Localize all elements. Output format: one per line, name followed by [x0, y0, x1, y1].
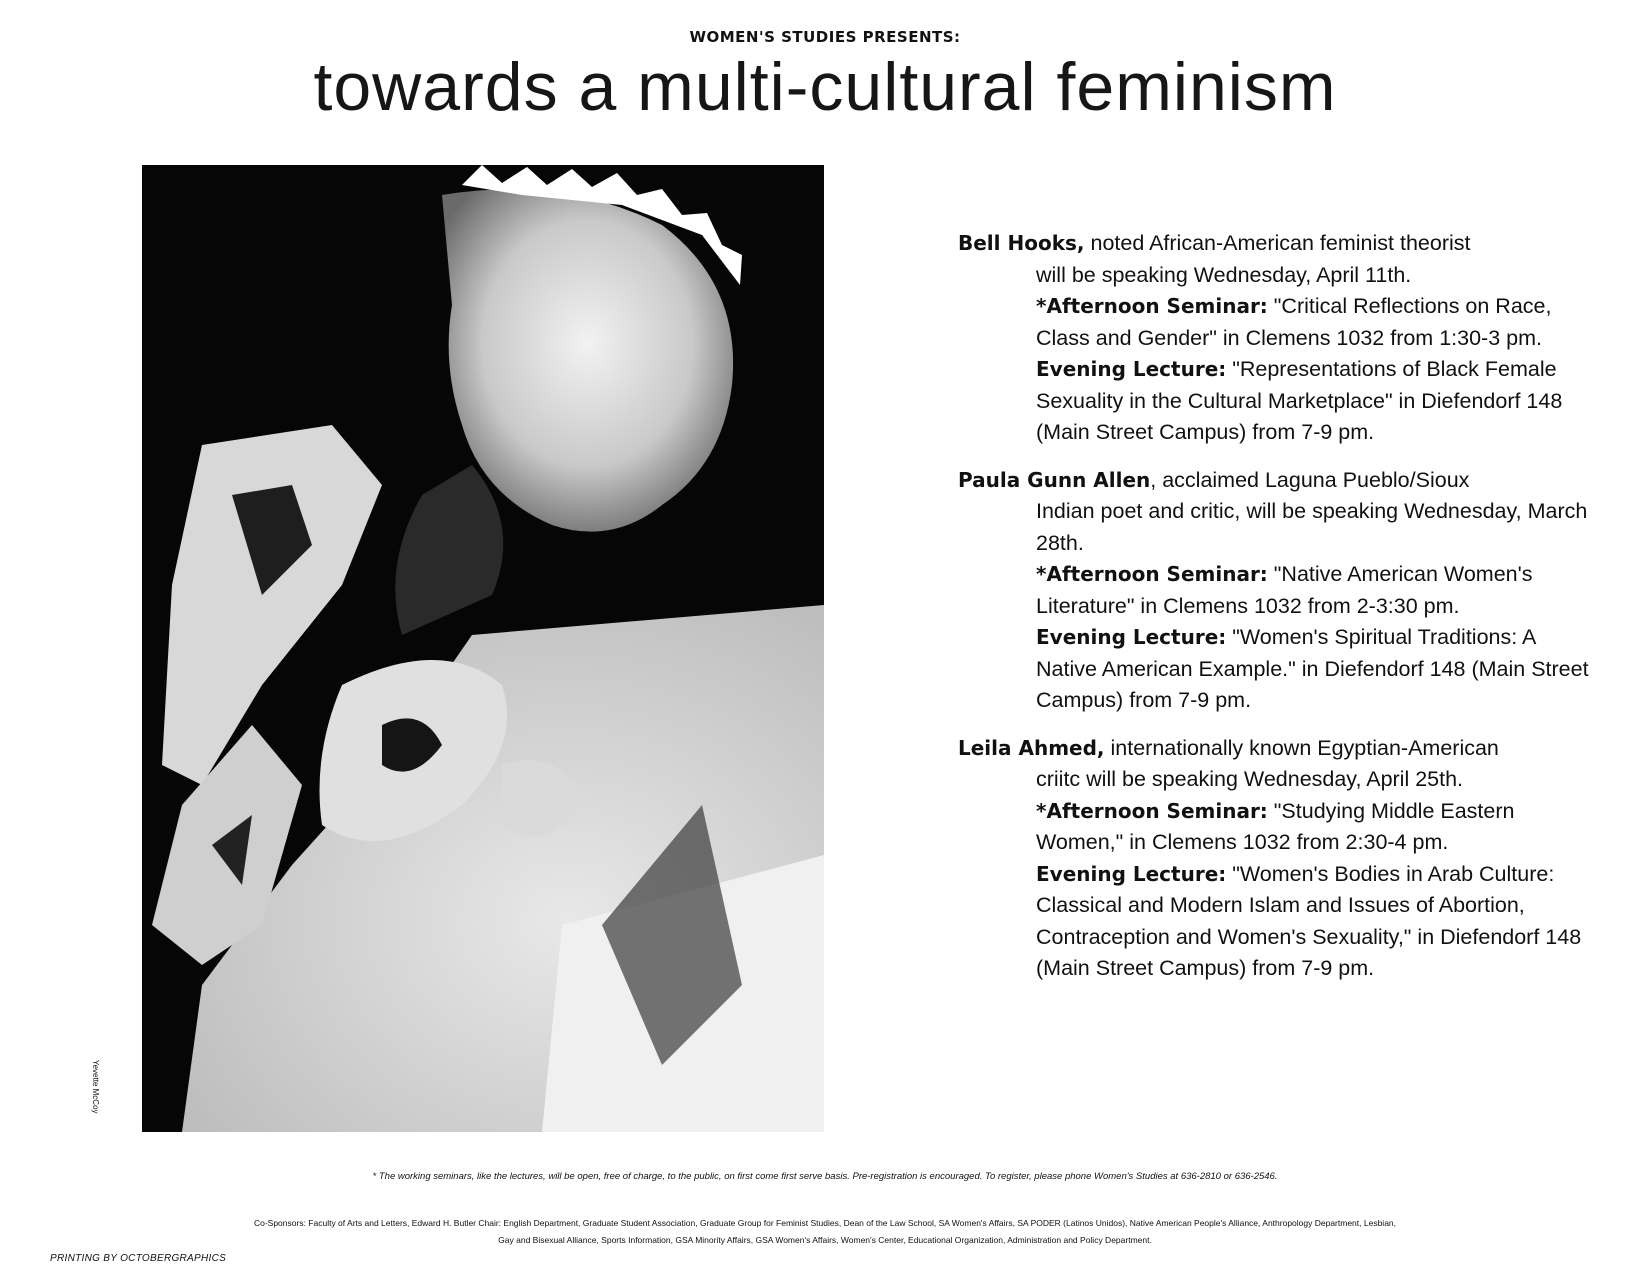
speaker-intro-cont: criitc will be speaking Wednesday, April 25th. — [1036, 767, 1464, 791]
speaker-name: Paula Gunn Allen — [958, 467, 1151, 492]
speaker-name: Leila Ahmed, — [958, 735, 1105, 760]
speaker-entry — [958, 465, 1598, 717]
speaker-intro-cont: Indian poet and critic, will be speaking Wednesday, March 28th. — [1036, 499, 1588, 555]
speaker-entry — [958, 228, 1598, 449]
speaker-intro: , acclaimed Laguna Pueblo/Sioux — [1150, 467, 1470, 492]
photo-credit: Yevette McCoy — [91, 1060, 100, 1114]
afternoon-text: "Studying Middle Eastern Women," in Clemens 1032 from 2:30-4 pm. — [1036, 798, 1515, 854]
speakers-list — [958, 228, 1598, 1001]
poster-photo — [142, 165, 824, 1132]
presents-heading: WOMEN'S STUDIES PRESENTS: — [689, 28, 961, 46]
evening-text: "Representations of Black Female Sexuality in the Cultural Marketplace" in Diefendorf 148 (Main Street Campus) from 7-9 pm. — [1036, 357, 1563, 444]
afternoon-label: *Afternoon Seminar: — [1036, 294, 1268, 318]
cosponsors-line-2: Gay and Bisexual Alliance, Sports Information, GSA Minority Affairs, GSA Women's Affairs, Women's Center, Educational Organization, Administration and Policy Department. — [498, 1235, 1152, 1245]
afternoon-label: *Afternoon Seminar: — [1036, 562, 1268, 586]
afternoon-label: *Afternoon Seminar: — [1036, 798, 1268, 823]
afternoon-text: "Native American Women's Literature" in Clemens 1032 from 2-3:30 pm. — [1036, 562, 1533, 618]
evening-label: Evening Lecture: — [1036, 625, 1227, 649]
afternoon-text: "Critical Reflections on Race, Class and Gender" in Clemens 1032 from 1:30-3 pm. — [1036, 294, 1552, 350]
printing-credit: PRINTING BY OCTOBERGRAPHICS — [50, 1253, 227, 1264]
speaker-intro: internationally known Egyptian-American — [1104, 735, 1499, 760]
speaker-entry — [958, 733, 1598, 985]
speaker-intro: noted African-American feminist theorist — [1084, 231, 1471, 255]
evening-label: Evening Lecture: — [1036, 357, 1227, 381]
evening-label: Evening Lecture: — [1036, 861, 1227, 886]
poster-title: towards a multi-cultural feminism — [313, 49, 1337, 125]
speaker-name: Bell Hooks, — [958, 231, 1085, 255]
evening-text: "Women's Spiritual Traditions: A Native American Example." in Diefendorf 148 (Main Street Campus) from 7-9 pm. — [1036, 625, 1589, 712]
evening-text: "Women's Bodies in Arab Culture: Classical and Modern Islam and Issues of Abortion, Contraception and Women's Sexuality," in Diefendorf 148 (Main Street Campus) from 7-9 pm. — [1036, 861, 1582, 980]
cosponsors-line-1: Co-Sponsors: Faculty of Arts and Letters, Edward H. Butler Chair: English Department, Graduate Student Association, Graduate Group for Feminist Studies, Dean of the Law School, SA Women's Affairs, SA PODER (Latinos Unidos), Native American People's Alliance, Anthropology Department, Lesbian, — [253, 1218, 1397, 1228]
registration-footnote: * The working seminars, like the lectures, will be open, free of charge, to the public, on first come first serve basis. Pre-registration is encouraged. To register, please phone Women's Studies at 636-2810 or 636-2546. — [372, 1171, 1278, 1182]
speaker-intro-cont: will be speaking Wednesday, April 11th. — [1036, 262, 1412, 287]
cosponsors — [120, 1215, 1530, 1249]
